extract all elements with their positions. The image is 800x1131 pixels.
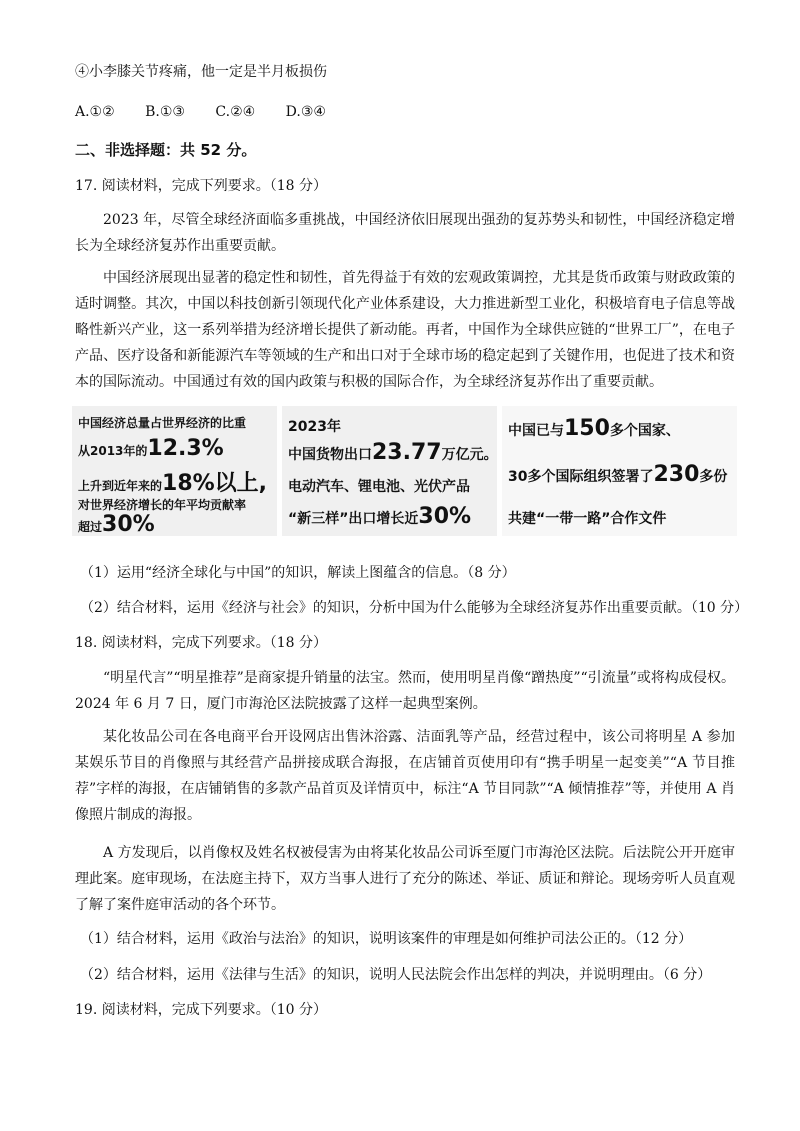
q18-paragraph-3: A 方发现后，以肖像权及姓名权被侵害为由将某化妆品公司诉至厦门市海沧区法院。后法院公开开庭审理此案。庭审现场，在法庭主持下，双方当事人进行了充分的陈述、举证、质证和辩论。现场旁听人员直观了解了案件庭审活动的各个环节。: [75, 845, 735, 913]
q18-paragraph-1: “明星代言”“明星推荐”是商家提升销量的法宝。然而，使用明星肖像“蹭热度”“引流量”或将构成侵权。2024 年 6 月 7 日，厦门市海沧区法院披露了这样一起典型案例。: [75, 670, 735, 712]
infographic-panel-exports: [282, 406, 497, 536]
infographic-panel-gdp-share: [72, 406, 277, 536]
q18-subquestion-2: （2）结合材料，运用《法律与生活》的知识，说明人民法院会作出怎样的判决，并说明理由。（6 分）: [80, 967, 712, 983]
panel2-line4: “新三样”出口增长近30%: [288, 504, 472, 529]
q17-subquestion-2: （2）结合材料，运用《经济与社会》的知识，分析中国为什么能够为全球经济复苏作出重要贡献。（10 分）: [80, 600, 749, 616]
panel1-line4: 对世界经济增长的年平均贡献率: [78, 498, 247, 512]
panel1-line2: 从2013年的12.3%: [78, 436, 224, 461]
option-a: A.①②: [75, 104, 115, 120]
panel2-line1: 2023年: [288, 419, 341, 435]
panel3-line1: 中国已与150多个国家、: [508, 416, 680, 441]
q18-title: 18. 阅读材料，完成下列要求。（18 分）: [75, 635, 327, 651]
q17-subquestion-1: （1）运用“经济全球化与中国”的知识，解读上图蕴含的信息。（8 分）: [80, 565, 516, 581]
panel3-line2: 30多个国际组织签署了230多份: [508, 462, 728, 487]
q17-infographic: [72, 406, 737, 536]
panel3-line3: 共建“一带一路”合作文件: [508, 511, 667, 527]
option-b: B.①③: [145, 104, 185, 120]
q19-title: 19. 阅读材料，完成下列要求。（10 分）: [75, 1002, 327, 1018]
option-c: C.②④: [215, 104, 256, 120]
q18-subquestion-1: （1）结合材料，运用《政治与法治》的知识，说明该案件的审理是如何维护司法公正的。（12 分）: [80, 931, 693, 947]
q17-title: 17. 阅读材料，完成下列要求。（18 分）: [75, 178, 327, 194]
infographic-panel-belt-road: [502, 406, 737, 536]
panel2-line2: 中国货物出口23.77万亿元。: [288, 440, 498, 465]
q18-paragraph-2: 某化妆品公司在各电商平台开设网店出售沐浴露、洁面乳等产品，经营过程中，该公司将明星 A 参加某娱乐节目的肖像照与其经营产品拼接成联合海报，在店铺首页使用印有“携手明星一起变美”“A 节目推荐”字样的海报，在店铺销售的多款产品首页及详情页中，标注“A 节目同款”“A 倾情推荐”等，并使用 A 肖像照片制成的海报。: [75, 729, 735, 823]
panel2-line3: 电动汽车、锂电池、光伏产品: [288, 479, 470, 495]
question-item-4: ④小李膝关节疼痛，他一定是半月板损伤: [75, 64, 327, 80]
panel1-line5: 超过30%: [78, 512, 155, 537]
answer-options: [75, 102, 352, 122]
panel1-line3: 上升到近年来的18%以上,: [78, 471, 268, 496]
q17-paragraph-1: 2023 年，尽管全球经济面临多重挑战，中国经济依旧展现出强劲的复苏势头和韧性，中国经济稳定增长为全球经济复苏作出重要贡献。: [75, 212, 735, 254]
option-d: D.③④: [285, 104, 326, 120]
q17-paragraph-2: 中国经济展现出显著的稳定性和韧性，首先得益于有效的宏观政策调控，尤其是货币政策与财政政策的适时调整。其次，中国以科技创新引领现代化产业体系建设，大力推进新型工业化，积极培育电子信息等战略性新兴产业，这一系列举措为经济增长提供了新动能。再者，中国作为全球供应链的“世界工厂”，在电子产品、医疗设备和新能源汽车等领域的生产和出口对于全球市场的稳定起到了关键作用，也促进了技术和资本的国际流动。中国通过有效的国内政策与积极的国际合作，为全球经济复苏作出了重要贡献。: [75, 270, 735, 390]
panel1-line1: 中国经济总量占世界经济的比重: [78, 416, 247, 430]
section-title: 二、非选择题：共 52 分。: [75, 141, 257, 159]
